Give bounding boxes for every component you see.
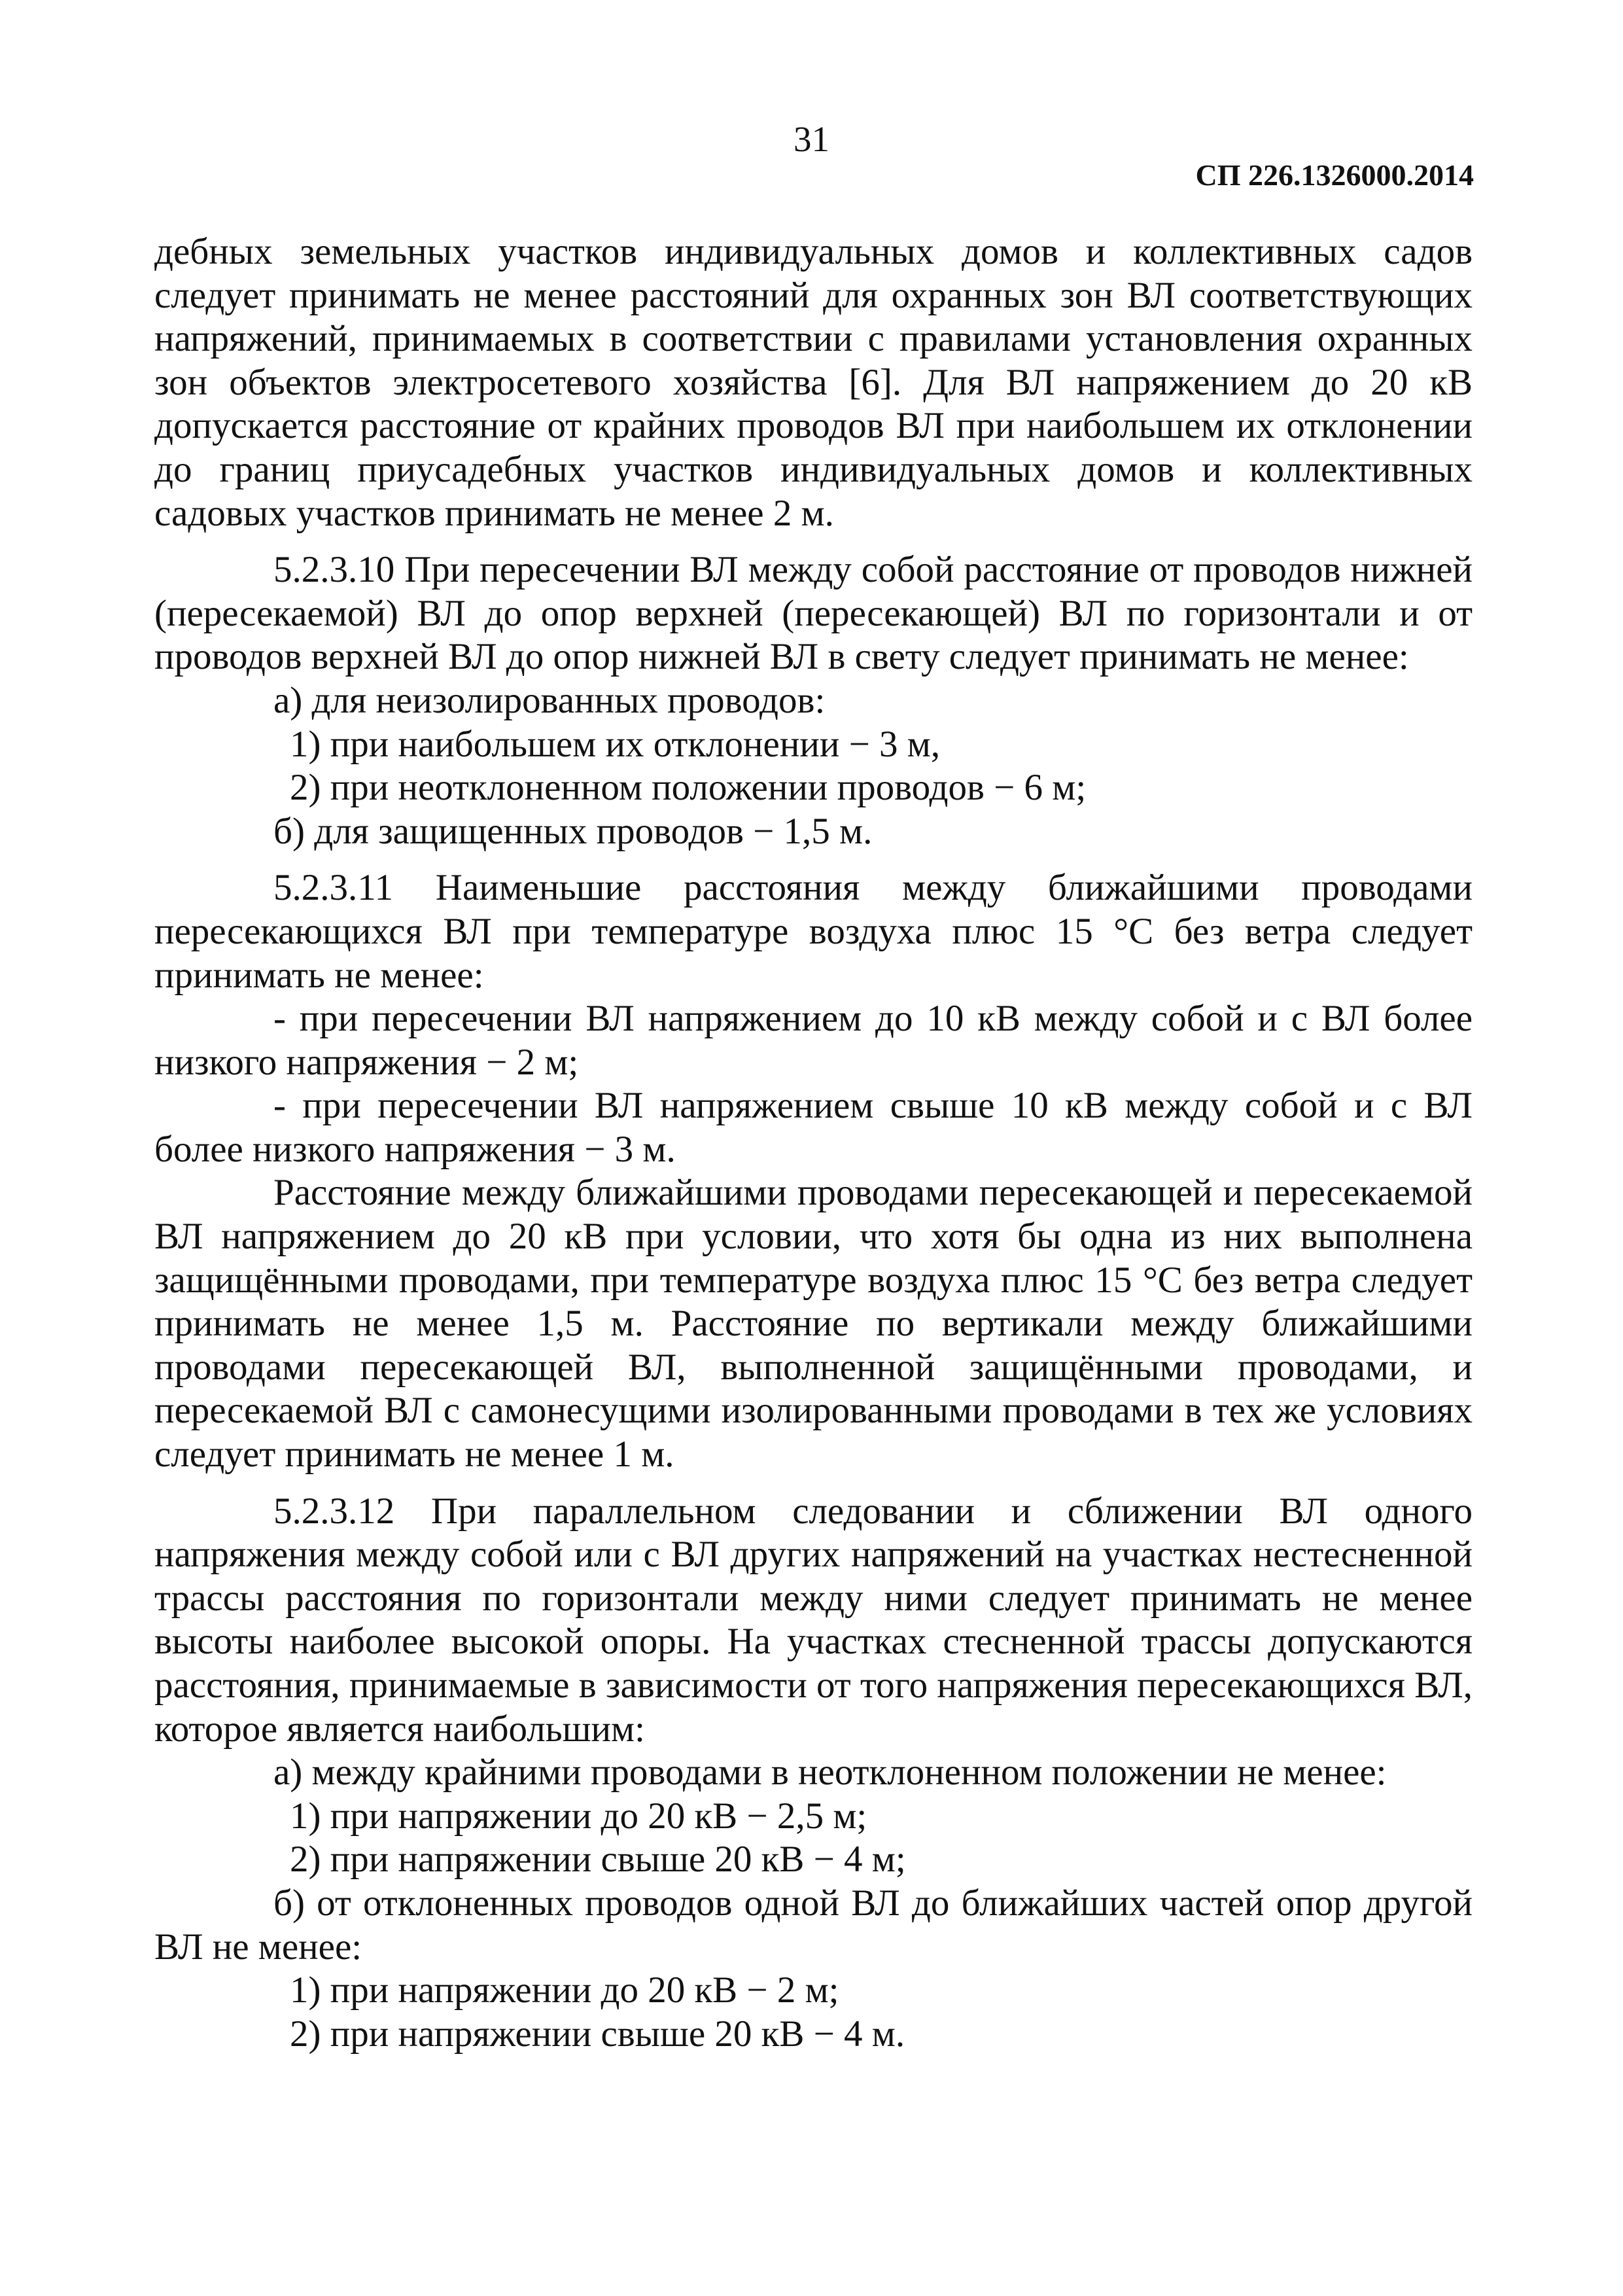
clause-5-2-3-11-dash-1: - при пересечении ВЛ напряжением до 10 кВ между собой и с ВЛ более низкого напряжения − 2 м; [154, 998, 1473, 1083]
page-number: 31 [794, 119, 829, 159]
clause-5-2-3-12-item-b2: 2) при напряжении свыше 20 кВ − 4 м. [290, 2013, 905, 2055]
page-body [154, 230, 1473, 2056]
clause-5-2-3-12-item-b: б) от отклоненных проводов одной ВЛ до ближайших частей опор другой ВЛ не менее: [154, 1882, 1473, 1968]
clause-5-2-3-11-dash-2: - при пересечении ВЛ напряжением свыше 10 кВ между собой и с ВЛ более низкого напряжения − 3 м. [154, 1085, 1473, 1170]
clause-5-2-3-12-item-a: а) между крайними проводами в неотклоненном положении не менее: [273, 1752, 1387, 1793]
clause-5-2-3-12-item-a2: 2) при напряжении свыше 20 кВ − 4 м; [290, 1839, 906, 1881]
document-code: СП 226.1326000.2014 [1195, 158, 1474, 192]
clause-5-2-3-12-item-a1: 1) при напряжении до 20 кВ − 2,5 м; [290, 1795, 867, 1837]
clause-5-2-3-11-extra: Расстояние между ближайшими проводами пересекающей и пересекаемой ВЛ напряжением до 20 кВ при условии, что хотя бы одна из них выполнена защищёнными проводами, при температуре воздуха плюс 15 °С без ветра следует принимать не менее 1,5 м. Расстояние по вертикали между ближайшими проводами пересекающей ВЛ, выполненной защищёнными проводами, и пересекаемой ВЛ с самонесущими изолированными проводами в тех же условиях следует принимать не менее 1 м. [154, 1172, 1473, 1475]
clause-5-2-3-10-item-b: б) для защищенных проводов − 1,5 м. [273, 810, 873, 852]
clause-5-2-3-12-item-b1: 1) при напряжении до 20 кВ − 2 м; [290, 1969, 839, 2011]
clause-5-2-3-10-item-a: а) для неизолированных проводов: [273, 679, 826, 721]
clause-5-2-3-10-item-a2: 2) при неотклоненном положении проводов − 6 м; [290, 767, 1087, 809]
clause-5-2-3-10-item-a1: 1) при наибольшем их отклонении − 3 м, [290, 723, 941, 765]
clause-5-2-3-11: 5.2.3.11 Наименьшие расстояния между ближайшими проводами пересекающихся ВЛ при температуре воздуха плюс 15 °С без ветра следует принимать не менее: [154, 867, 1473, 996]
clause-5-2-3-12: 5.2.3.12 При параллельном следовании и сближении ВЛ одного напряжения между собой или с ВЛ других напряжений на участках нестесненной трассы расстояния по горизонтали между ними следует принимать не менее высоты наиболее высокой опоры. На участках стесненной трассы допускаются расстояния, принимаемые в зависимости от того напряжения пересекающихся ВЛ, которое является наибольшим: [154, 1490, 1473, 1750]
paragraph-continuation: дебных земельных участков индивидуальных домов и коллективных садов следует принимать не менее расстояний для охранных зон ВЛ соответствующих напряжений, принимаемых в соответствии с правилами установления охранных зон объектов электросетевого хозяйства [6]. Для ВЛ напряжением до 20 кВ допускается расстояние от крайних проводов ВЛ при наибольшем их отклонении до границ приусадебных участков индивидуальных домов и коллективных садовых участков принимать не менее 2 м. [154, 231, 1473, 534]
clause-5-2-3-10: 5.2.3.10 При пересечении ВЛ между собой расстояние от проводов нижней (пересекаемой) ВЛ до опор верхней (пересекающей) ВЛ по горизонтали и от проводов верхней ВЛ до опор нижней ВЛ в свету следует принимать не менее: [154, 549, 1473, 678]
